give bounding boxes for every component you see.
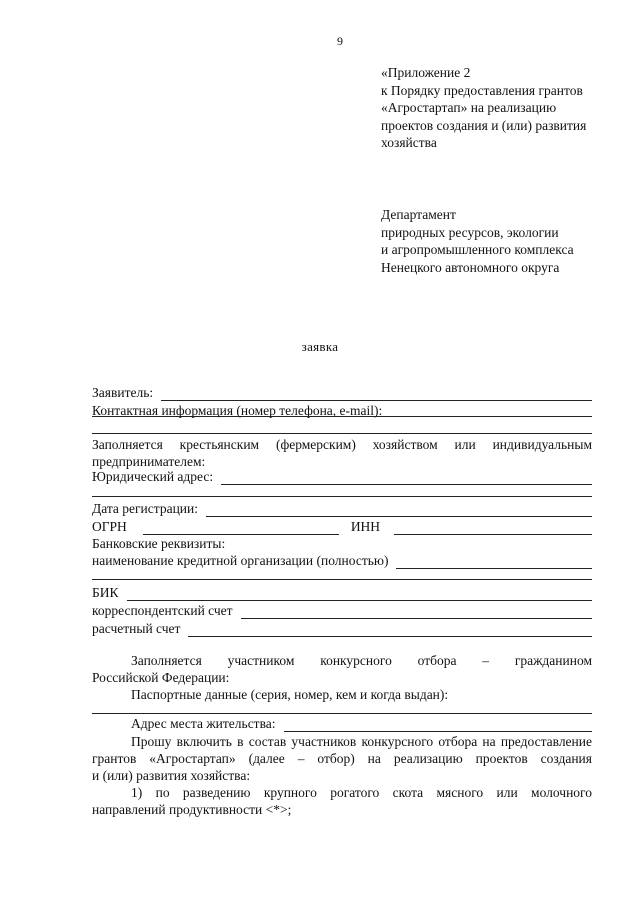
contact-label: Контактная информация (номер телефона, e-mail): — [92, 403, 383, 418]
department-line: природных ресурсов, экологии — [381, 224, 559, 240]
request-item-1: 1) по разведению крупного рогатого скота мясного или молочного — [131, 785, 592, 800]
department-address — [381, 206, 611, 276]
request-text-cont: грантов «Агростартап» (далее – отбор) на реализацию проектов создания — [92, 751, 592, 766]
request-text-end: и (или) развития хозяйства: — [92, 768, 251, 783]
citizen-note: Заполняется участником конкурсного отбора – гражданином — [131, 653, 592, 668]
legal-address-row — [92, 468, 592, 485]
page-number: 9 — [337, 34, 343, 48]
ogrn-label: ОГРН — [92, 519, 127, 534]
annex-line: проектов создания и (или) развития — [381, 117, 587, 133]
request-text: Прошу включить в состав участников конкурсного отбора на предоставление — [131, 734, 592, 749]
ogrn-input-line[interactable] — [143, 522, 339, 535]
reg-date-row — [92, 500, 592, 517]
bank-name-row — [92, 552, 592, 569]
reg-date-input-line[interactable] — [206, 504, 592, 517]
residence-label: Адрес места жительства: — [131, 716, 276, 731]
residence-input-line[interactable] — [284, 719, 592, 732]
legal-address-input-line[interactable] — [221, 472, 592, 485]
annex-line: хозяйства — [381, 135, 437, 150]
reg-date-label: Дата регистрации: — [92, 501, 199, 516]
bank-name-input-line-2[interactable] — [92, 579, 592, 580]
bank-name-label: наименование кредитной организации (полностью) — [92, 553, 389, 568]
bik-row — [92, 584, 592, 601]
farm-note-cont: предпринимателем: — [92, 454, 206, 469]
settlement-account-row — [92, 620, 592, 637]
annex-line: «Агростартап» на реализацию — [381, 100, 557, 115]
document-title: заявка — [301, 339, 339, 354]
bik-input-line[interactable] — [127, 588, 592, 601]
passport-input-line[interactable] — [92, 713, 592, 714]
applicant-input-line[interactable] — [161, 388, 592, 401]
bank-name-input-line[interactable] — [396, 556, 592, 569]
corr-account-label: корреспондентский счет — [92, 603, 233, 618]
farm-note: Заполняется крестьянским (фермерским) хозяйством или индивидуальным — [92, 437, 592, 452]
bank-details-label: Банковские реквизиты: — [92, 536, 226, 551]
legal-address-label: Юридический адрес: — [92, 469, 214, 484]
settlement-account-input-line[interactable] — [188, 624, 592, 637]
contact-input-line-2[interactable] — [92, 433, 592, 434]
inn-input-line[interactable] — [394, 522, 592, 535]
corr-account-row — [92, 602, 592, 619]
contact-input-line[interactable] — [92, 416, 592, 417]
settlement-account-label: расчетный счет — [92, 621, 181, 636]
inn-label: ИНН — [350, 519, 381, 534]
annex-line: «Приложение 2 — [381, 65, 471, 80]
department-line: Ненецкого автономного округа — [381, 259, 560, 275]
annex-line: к Порядку предоставления грантов — [381, 82, 583, 98]
department-line: и агропромышленного комплекса — [381, 242, 574, 257]
passport-label: Паспортные данные (серия, номер, кем и когда выдан): — [131, 687, 449, 702]
corr-account-input-line[interactable] — [241, 606, 592, 619]
applicant-label: Заявитель: — [92, 385, 154, 400]
ogrn-inn-row — [92, 518, 592, 535]
bik-label: БИК — [92, 585, 119, 600]
legal-address-input-line-2[interactable] — [92, 496, 592, 497]
annex-header — [381, 64, 611, 152]
applicant-row — [92, 384, 592, 401]
request-item-1-cont: направлений продуктивности <*>; — [92, 802, 292, 817]
citizen-note-cont: Российской Федерации: — [92, 670, 230, 685]
residence-row — [131, 715, 592, 732]
department-line: Департамент — [381, 207, 456, 222]
